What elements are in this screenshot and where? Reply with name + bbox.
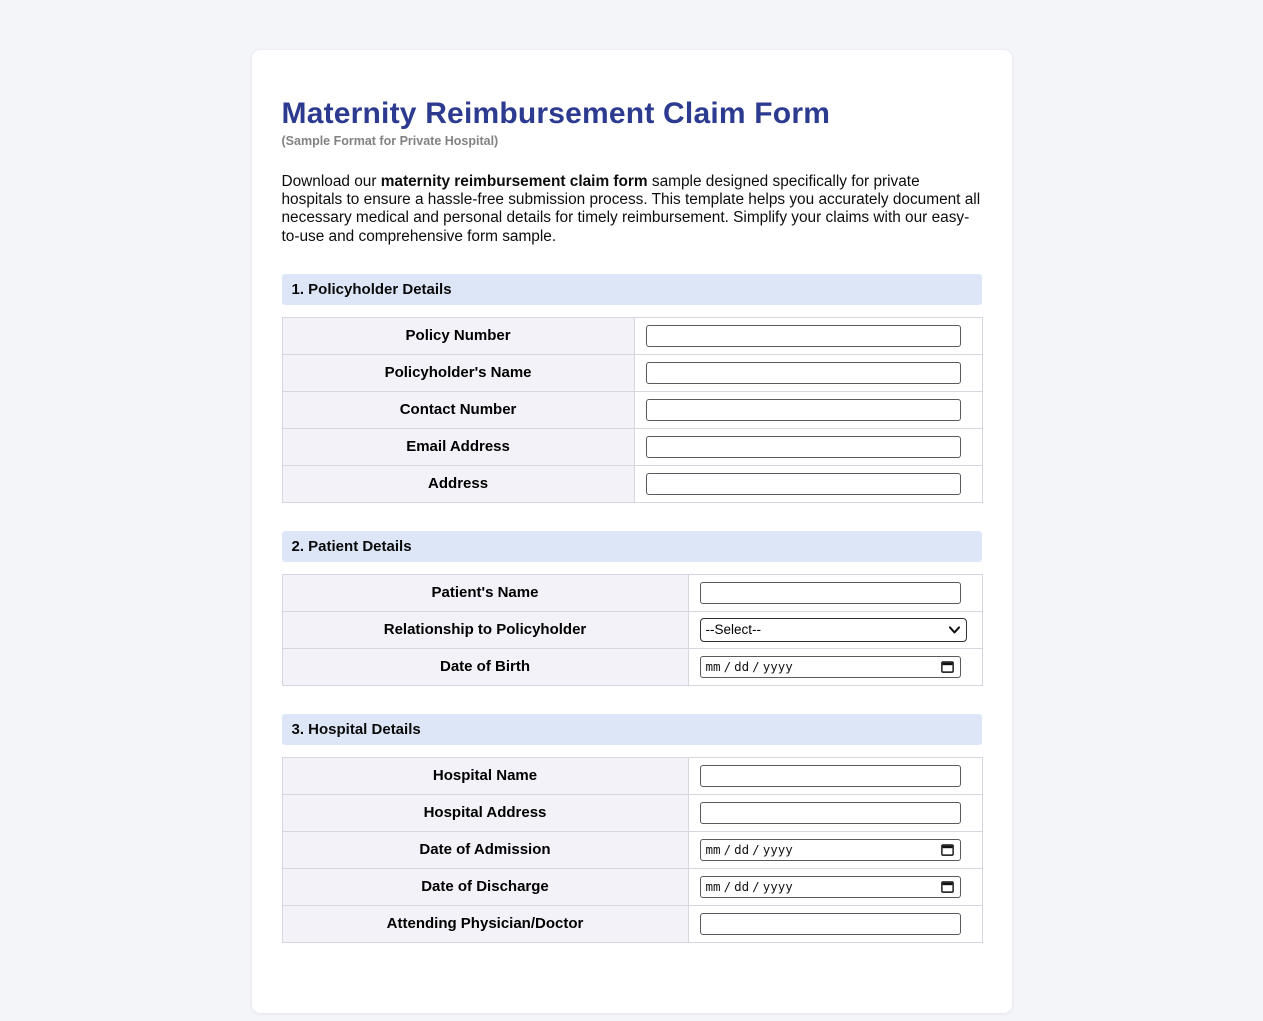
section-heading: 2. Patient Details (282, 531, 982, 562)
section-heading: 1. Policyholder Details (282, 274, 982, 305)
policy-number-field-cell (634, 317, 982, 354)
hospital-name-field-cell (688, 757, 982, 794)
date-of-discharge-label: Date of Discharge (282, 868, 688, 905)
contact-number-input[interactable] (646, 399, 961, 421)
date-separator: / (752, 842, 760, 858)
attending-physician-doctor-field-cell (688, 905, 982, 942)
policyholder-s-name-input[interactable] (646, 362, 961, 384)
address-input[interactable] (646, 473, 961, 495)
intro-paragraph (282, 173, 982, 246)
date-of-admission-label: Date of Admission (282, 831, 688, 868)
year-segment: yyyy (762, 659, 793, 675)
calendar-icon[interactable] (940, 842, 955, 857)
hospital-name-input[interactable] (700, 765, 961, 787)
date-of-admission-field-cell (688, 831, 982, 868)
attending-physician-doctor-input[interactable] (700, 913, 961, 935)
policy-number-label: Policy Number (282, 317, 634, 354)
patient-s-name-field-cell (688, 574, 982, 611)
email-address-label: Email Address (282, 428, 634, 465)
relationship-to-policyholder-select-wrap (700, 618, 967, 642)
year-segment: yyyy (762, 842, 793, 858)
hospital-name-label: Hospital Name (282, 757, 688, 794)
patient-s-name-input[interactable] (700, 582, 961, 604)
section-2-patient-details (282, 531, 982, 686)
intro-bold-text: maternity reimbursement claim form (380, 173, 648, 190)
day-segment: dd (734, 842, 750, 858)
table-row (282, 831, 982, 868)
calendar-icon[interactable] (940, 879, 955, 894)
policyholder-s-name-label: Policyholder's Name (282, 354, 634, 391)
email-address-input[interactable] (646, 436, 961, 458)
table-row (282, 354, 982, 391)
contact-number-label: Contact Number (282, 391, 634, 428)
form-table (282, 317, 983, 503)
table-row (282, 757, 982, 794)
section-heading: 3. Hospital Details (282, 714, 982, 745)
date-of-admission-input[interactable] (700, 839, 961, 861)
address-label: Address (282, 465, 634, 502)
date-of-birth-label: Date of Birth (282, 648, 688, 685)
date-of-discharge-field-cell (688, 868, 982, 905)
relationship-to-policyholder-field-cell (688, 611, 982, 648)
attending-physician-doctor-label: Attending Physician/Doctor (282, 905, 688, 942)
table-row (282, 648, 982, 685)
policy-number-input[interactable] (646, 325, 961, 347)
day-segment: dd (734, 659, 750, 675)
month-segment: mm (705, 842, 721, 858)
relationship-to-policyholder-select[interactable] (700, 618, 967, 642)
table-row (282, 794, 982, 831)
date-separator: / (752, 879, 760, 895)
form-card (252, 50, 1012, 1013)
table-row (282, 465, 982, 502)
hospital-address-field-cell (688, 794, 982, 831)
table-row (282, 574, 982, 611)
contact-number-field-cell (634, 391, 982, 428)
table-row (282, 317, 982, 354)
email-address-field-cell (634, 428, 982, 465)
table-row (282, 611, 982, 648)
table-row (282, 391, 982, 428)
page-title: Maternity Reimbursement Claim Form (281, 97, 831, 130)
date-separator: / (752, 659, 760, 675)
form-sections (282, 274, 982, 943)
hospital-address-input[interactable] (700, 802, 961, 824)
patient-s-name-label: Patient's Name (282, 574, 688, 611)
date-of-birth-input[interactable] (700, 656, 961, 678)
month-segment: mm (705, 879, 721, 895)
form-table (282, 757, 983, 943)
day-segment: dd (734, 879, 750, 895)
date-of-discharge-input[interactable] (700, 876, 961, 898)
year-segment: yyyy (762, 879, 793, 895)
page-subtitle: (Sample Format for Private Hospital) (281, 134, 499, 148)
date-separator: / (723, 842, 732, 858)
intro-text-before: Download our (281, 173, 381, 190)
table-row (282, 428, 982, 465)
table-row (282, 905, 982, 942)
policyholder-s-name-field-cell (634, 354, 982, 391)
hospital-address-label: Hospital Address (282, 794, 688, 831)
date-separator: / (723, 659, 732, 675)
intro-text-after: sample designed specifically for private hospitals to ensure a hassle-free submission process. This template helps you accurately document all necessary medical and personal details for timely reimbursement. Simplify your claims with our easy-to-use and comprehensive form sample. (281, 173, 981, 245)
table-row (282, 868, 982, 905)
date-separator: / (723, 879, 732, 895)
relationship-to-policyholder-label: Relationship to Policyholder (282, 611, 688, 648)
form-table (282, 574, 983, 686)
section-1-policyholder-details (282, 274, 982, 503)
address-field-cell (634, 465, 982, 502)
date-of-birth-field-cell (688, 648, 982, 685)
section-3-hospital-details (282, 714, 982, 943)
month-segment: mm (705, 659, 721, 675)
calendar-icon[interactable] (940, 659, 955, 674)
